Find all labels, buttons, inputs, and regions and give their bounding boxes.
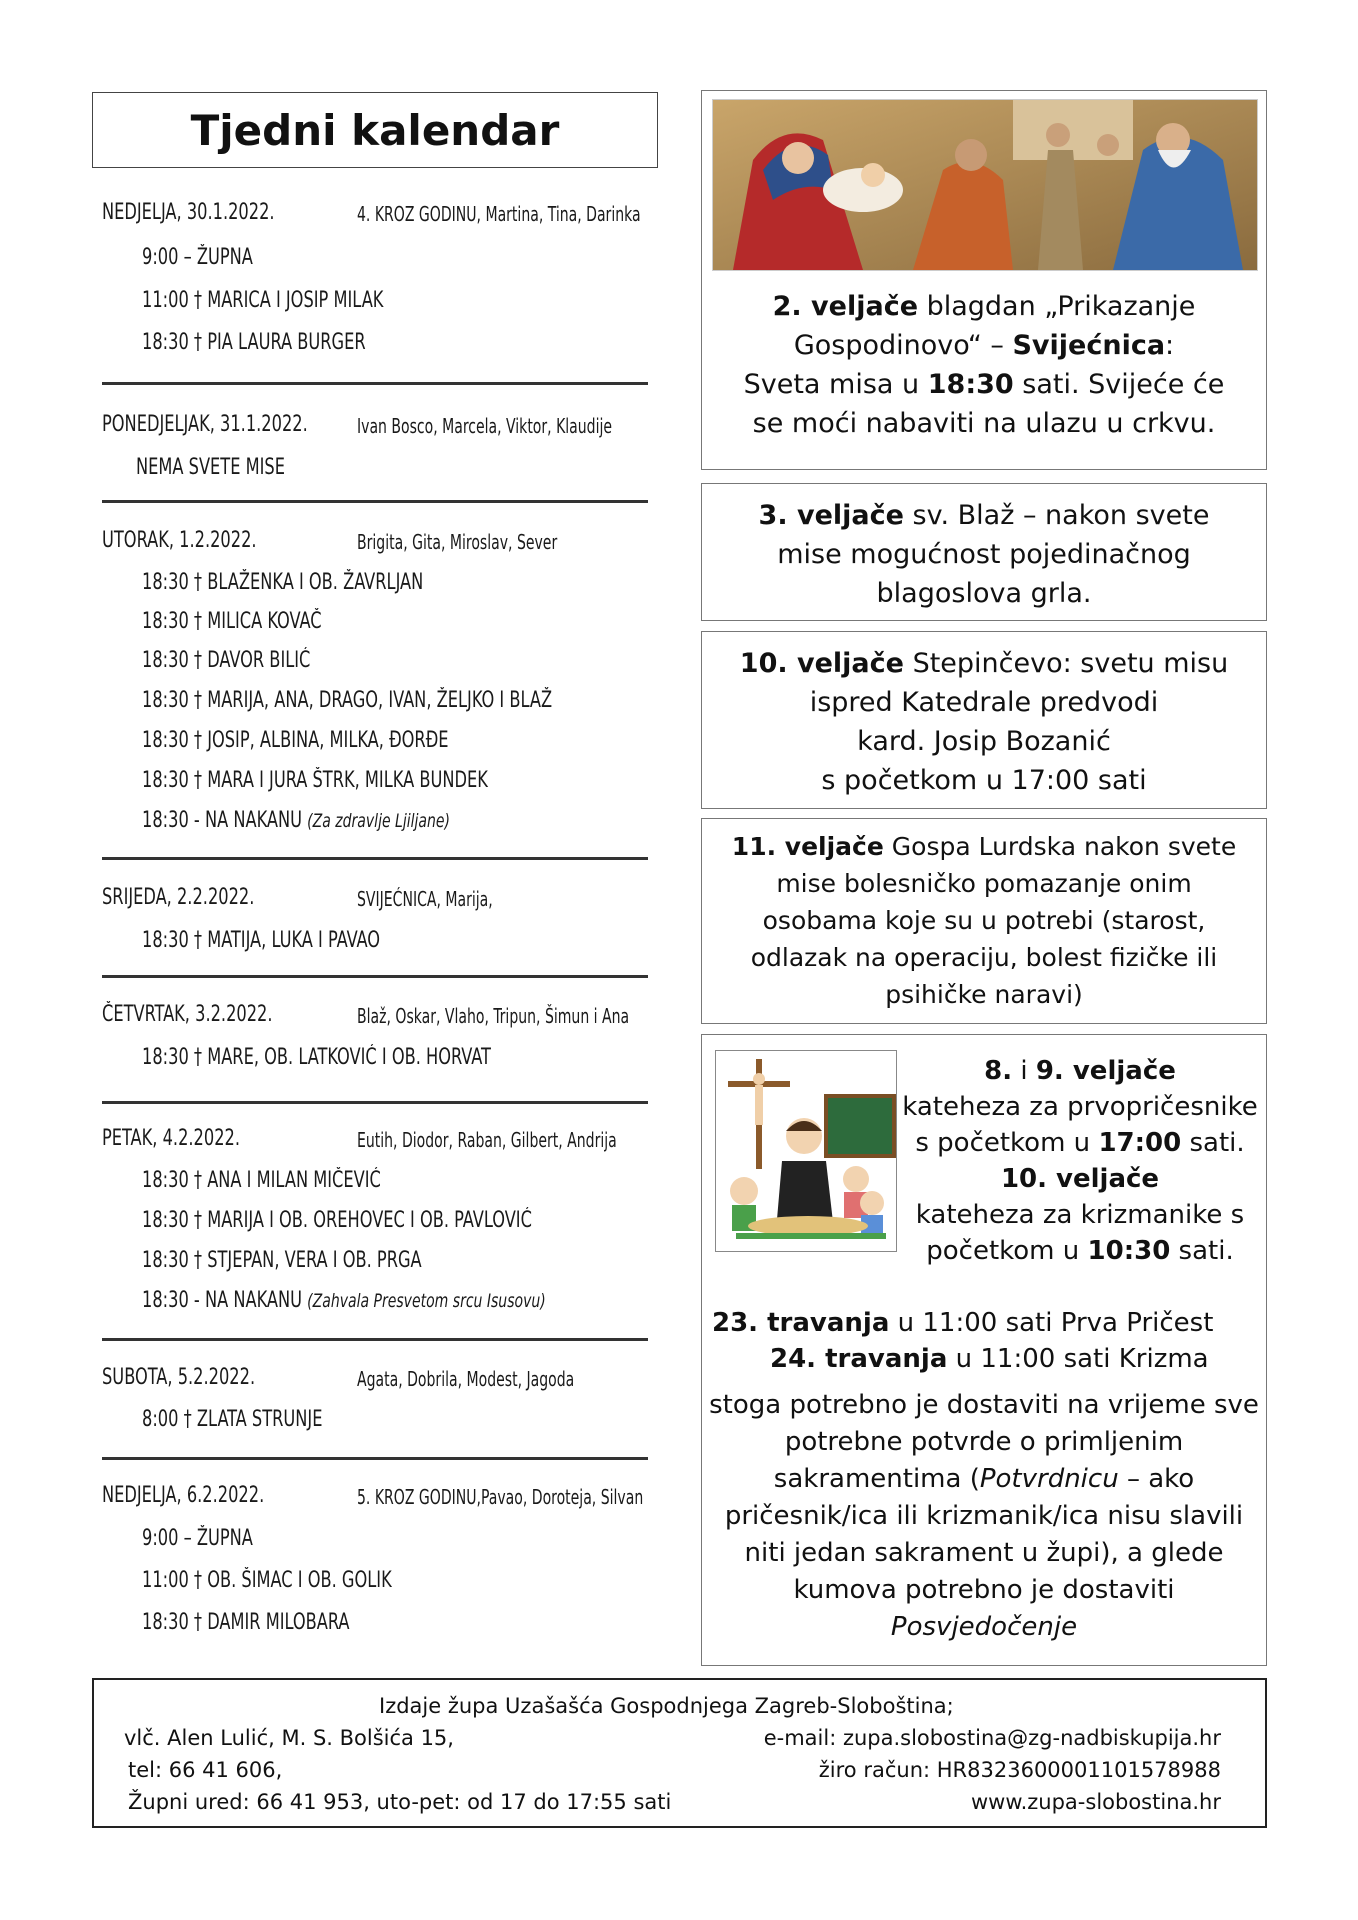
catechism-schedule: 8. i 9. veljače kateheza za prvopričesnike s početkom u 17:00 sati. 10. veljače kateheza za krizmanike s početkom u 10:30 sati. <box>902 1056 1258 1266</box>
sacrament-dates: 23. travanja u 11:00 sati Prva Pričest 24. travanja u 11:00 sati Krizma <box>712 1308 1214 1374</box>
mass-entry: 18:30 - NA NAKANU (Zahvala Presvetom srcu Isusovu) <box>142 1288 546 1313</box>
mass-entry: 18:30 † DAMIR MILOBARA <box>142 1610 350 1635</box>
parish-contact-footer <box>92 1678 1267 1828</box>
mass-entry: 18:30 † STJEPAN, VERA I OB. PRGA <box>142 1248 422 1273</box>
notice-text: 2. veljače blagdan „Prikazanje Gospodinovo“ – Svijećnica: Sveta misa u 18:30 sati. Svijeće će se moći nabaviti na ulazu u crkvu. <box>743 291 1225 439</box>
notice-text: 10. veljače Stepinčevo: svetu misu ispred Katedrale predvodi kard. Josip Bozanić s početkom u 17:00 sati <box>739 648 1229 796</box>
mass-entry: 18:30 † PIA LAURA BURGER <box>142 330 366 355</box>
day-divider <box>102 975 648 978</box>
mass-entry: 8:00 † ZLATA STRUNJE <box>142 1407 323 1432</box>
bank-account-line: žiro račun: HR8323600001101578988 <box>818 1758 1221 1782</box>
day-heading: NEDJELJA, 6.2.2022. <box>102 1483 265 1508</box>
day-note: Blaž, Oskar, Vlaho, Tripun, Šimun i Ana <box>357 1004 630 1028</box>
notice-text: 11. veljače Gospa Lurdska nakon svete mise bolesničko pomazanje onim osobama koje su u potrebi (starost, odlazak na operaciju, bolest fizičke ili psihičke naravi) <box>731 832 1237 1009</box>
weekly-calendar <box>92 190 652 1670</box>
documents-notice: stoga potrebno je dostaviti na vrijeme sve potrebne potvrde o primljenim sakramentima (Potvrdnicu – ako pričesnik/ica ili krizmanik/ica nisu slavili niti jedan sakrament u župi), a glede kumova potrebno je dostaviti Posvjedočenje <box>709 1390 1259 1642</box>
day-note: Brigita, Gita, Miroslav, Sever <box>357 530 558 554</box>
day-note: Agata, Dobrila, Modest, Jagoda <box>357 1367 575 1391</box>
page-title: Tjedni kalendar <box>92 92 658 168</box>
mass-entry: 18:30 † DAVOR BILIĆ <box>142 648 311 673</box>
notice-catechism <box>701 1034 1267 1666</box>
office-hours-line: Župni ured: 66 41 953, uto-pet: od 17 do 17:55 sati <box>128 1790 672 1814</box>
day-note: Eutih, Diodor, Raban, Gilbert, Andrija <box>357 1128 617 1152</box>
mass-entry: 18:30 † MARIJA I OB. OREHOVEC I OB. PAVLOVIĆ <box>142 1208 532 1233</box>
day-divider <box>102 1338 648 1341</box>
mass-entry: 18:30 † BLAŽENKA I OB. ŽAVRLJAN <box>142 570 424 595</box>
day-divider <box>102 382 648 385</box>
day-note: 5. KROZ GODINU,Pavao, Doroteja, Silvan <box>357 1485 644 1509</box>
mass-entry: 18:30 † ANA I MILAN MIČEVIĆ <box>142 1168 381 1193</box>
day-heading: UTORAK, 1.2.2022. <box>102 528 257 553</box>
day-heading: PETAK, 4.2.2022. <box>102 1126 241 1151</box>
publisher-line: Izdaje župa Uzašašća Gospodnjega Zagreb-Sloboština; <box>379 1694 954 1718</box>
mass-entry: 18:30 † MARIJA, ANA, DRAGO, IVAN, ŽELJKO I BLAŽ <box>142 688 553 713</box>
mass-entry: 18:30 - NA NAKANU (Za zdravlje Ljiljane) <box>142 808 451 833</box>
website-link[interactable]: www.zupa-slobostina.hr <box>971 1790 1221 1814</box>
day-note: SVIJEĆNICA, Marija, <box>357 887 493 911</box>
mass-entry: 9:00 – ŽUPNA <box>142 245 253 270</box>
address-line: vlč. Alen Lulić, M. S. Bolšića 15, <box>124 1726 454 1750</box>
mass-entry: 18:30 † MATIJA, LUKA I PAVAO <box>142 928 381 953</box>
day-heading: ČETVRTAK, 3.2.2022. <box>102 1002 273 1027</box>
day-heading: SUBOTA, 5.2.2022. <box>102 1365 256 1390</box>
day-divider <box>102 1457 648 1460</box>
day-heading: SRIJEDA, 2.2.2022. <box>102 885 255 910</box>
day-note: Ivan Bosco, Marcela, Viktor, Klaudije <box>357 414 613 438</box>
mass-entry: 11:00 † OB. ŠIMAC I OB. GOLIK <box>142 1568 392 1593</box>
day-divider <box>102 857 648 860</box>
day-heading: PONEDJELJAK, 31.1.2022. <box>102 412 308 437</box>
mass-entry: 18:30 † MARE, OB. LATKOVIĆ I OB. HORVAT <box>142 1045 491 1070</box>
notice-text: 3. veljače sv. Blaž – nakon svete mise mogućnost pojedinačnog blagoslova grla. <box>758 500 1210 609</box>
email-link[interactable]: e-mail: zupa.slobostina@zg-nadbiskupija.hr <box>763 1726 1221 1750</box>
presentation-painting <box>712 99 1258 271</box>
notice-stepincevo <box>701 631 1267 809</box>
notice-candlemas <box>701 90 1267 470</box>
notice-our-lady-of-lourdes <box>701 818 1267 1024</box>
day-divider <box>102 1101 648 1104</box>
phone-line: tel: 66 41 606, <box>128 1758 283 1782</box>
catechism-illustration <box>715 1050 897 1252</box>
notice-st-blaise <box>701 483 1267 621</box>
day-divider <box>102 500 648 503</box>
day-note: 4. KROZ GODINU, Martina, Tina, Darinka <box>357 202 641 226</box>
mass-entry: 18:30 † JOSIP, ALBINA, MILKA, ĐORĐE <box>142 728 449 753</box>
mass-entry: 18:30 † MILICA KOVAČ <box>142 609 322 634</box>
mass-entry: 18:30 † MARA I JURA ŠTRK, MILKA BUNDEK <box>142 768 488 793</box>
mass-entry: NEMA SVETE MISE <box>136 455 285 480</box>
mass-entry: 11:00 † MARICA I JOSIP MILAK <box>142 288 384 313</box>
mass-entry: 9:00 – ŽUPNA <box>142 1526 253 1551</box>
day-heading: NEDJELJA, 30.1.2022. <box>102 200 275 225</box>
